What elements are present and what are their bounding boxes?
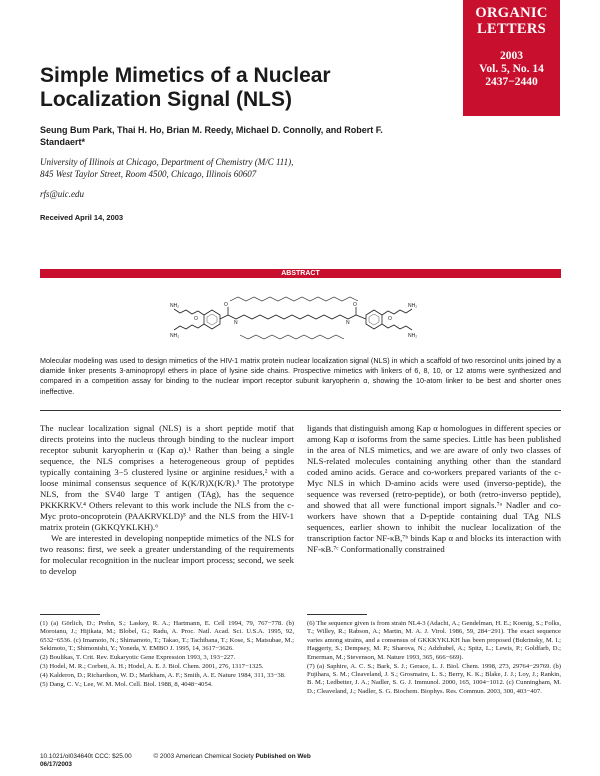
article-title bbox=[40, 64, 460, 112]
footnotes-right bbox=[307, 620, 561, 697]
abstract-structure-graphic bbox=[170, 287, 430, 349]
svg-text:NH₂: NH₂ bbox=[170, 333, 180, 339]
journal-name-line2: LETTERS bbox=[477, 21, 546, 37]
footnote: (5) Dang, C. V.; Lee, W. M. Mol. Cell. Biol. 1988, 8, 4048−4054. bbox=[40, 680, 213, 688]
journal-volume: Vol. 5, No. 14 bbox=[479, 63, 544, 75]
footnote: (2) Boulikas, T. Crit. Rev. Eukaryotic Gene Expression 1993, 3, 193−227. bbox=[40, 654, 236, 662]
affiliation-line1: University of Illinois at Chicago, Department of Chemistry (M/C 111), bbox=[40, 157, 294, 167]
body-paragraph: ligands that distinguish among Kap α homologues in different species or among Kap α isoforms from the same species. Little has been published in the area of NLS mimetics, and we are aware of only two classes of NLS-related molecules containing anything other than the standard coded amino acids. Gerace and co-workers prepared variants of the c-Myc NLS in which D-amino acids were used (inverso-peptide), the sequence was reversed (retro-peptide), or both (retro-inverso peptide), and showed that all were functional import signals.⁷ᵃ Nadler and co-workers have shown that a D-peptide containing dual TAg NLS sequences, earlier shown to inhibit the nuclear localization of the transcription factor NF-κB,⁷ᵇ binds Kap α and blocks its interaction with NF-κB.⁷ᶜ Conformationally constrained bbox=[307, 423, 561, 554]
journal-pages: 2437−2440 bbox=[485, 76, 538, 88]
abstract-divider bbox=[40, 410, 561, 411]
body-column-right bbox=[307, 423, 561, 555]
footnote-divider-left bbox=[40, 614, 100, 615]
body-paragraph: We are interested in developing nonpeptide mimetics of the NLS for two reasons: first, we seek a greater understanding of the requirements for molecular recognition in the nuclear import process; second, we seek to develop bbox=[40, 533, 294, 576]
journal-name bbox=[463, 5, 560, 37]
svg-text:NH₂: NH₂ bbox=[170, 303, 180, 309]
svg-text:O: O bbox=[194, 316, 198, 322]
footnotes-left bbox=[40, 620, 294, 690]
abstract-heading: ABSTRACT bbox=[40, 269, 561, 278]
footnote-divider-right bbox=[307, 614, 367, 615]
footnote: (6) The sequence given is from strain NL4-3 (Adachi, A.; Gendelman, H. E.; Koenig, S.; Folks, T.; Willey, R.; Rabson, A.; Martin, M. A. J. Virol. 1986, 59, 284−291). The exact sequence varies among strains, and a consensus of GKKKYKLKH has been proposed (Bukrinsky, M. I.; Haggerty, S.; Dempsey, M. P.; Sharova, N.; Adzhubel, A.; Spitz, L.; Lewis, P.; Goldfarb, D.; Emerman, M.; Stevenson, M. Nature 1993, 365, 666−669). bbox=[307, 620, 561, 661]
body-column-left bbox=[40, 423, 294, 577]
svg-text:NH₂: NH₂ bbox=[408, 303, 418, 309]
title-line2: Localization Signal (NLS) bbox=[40, 88, 293, 111]
footnote: (3) Hodel, M. R.; Corbett, A. H.; Hodel, A. E. J. Biol. Chem. 2001, 276, 1317−1325. bbox=[40, 663, 264, 671]
author-email[interactable]: rfs@uic.edu bbox=[40, 189, 85, 199]
body-paragraph: The nuclear localization signal (NLS) is a short peptide motif that directs proteins into the nucleus through binding to the nuclear import receptor subunit karyopherin α (Kap α).¹ Rather than being a single sequence, the NLS comprises a heterogeneous group of peptides typically containing 3−5 clustered lysine or arginine residues,² with a loose minimal consensus sequence of K(K/R)X(K/R).³ The prototype NLS, from the SV40 large T antigen (TAg), has the sequence PKKKRKV.⁴ Others relevant to this work include the NLS from the c-Myc proto-oncoprotein (PAAKRVKLD)⁵ and the NLS from the HIV-1 matrix protein (GKKQYKLKH).⁶ bbox=[40, 423, 294, 532]
title-line1: Simple Mimetics of a Nuclear bbox=[40, 64, 331, 87]
received-date: Received April 14, 2003 bbox=[40, 213, 124, 222]
page-footer bbox=[40, 753, 340, 769]
journal-name-line1: ORGANIC bbox=[475, 5, 548, 21]
published-date: Published on Web 06/17/2003 bbox=[40, 753, 311, 768]
svg-text:O: O bbox=[224, 302, 228, 308]
footnote: (4) Kalderon, D.; Richardson, W. D.; Markham, A. F.; Smith, A. E. Nature 1984, 311, 33−38. bbox=[40, 671, 286, 679]
svg-text:O: O bbox=[388, 316, 392, 322]
copyright-line: © 2003 American Chemical Society bbox=[153, 753, 254, 760]
footnote: (1) (a) Görlich, D.; Prehn, S.; Laskey, R. A.; Hartmann, E. Cell 1994, 79, 767−778. (b) Moroianu, J.; Hijikata, M.; Blobel, G.; Radu, A. Proc. Natl. Acad. Sci. U.S.A. 1995, 92, 6532−6536. (c) Imamoto, N.; Shimamoto, T.; Takao, T.; Tachibana, T.; Kose, S.; Matsubae, M.; Sekimoto, T.; Shimonishi, Y.; Yoneda, Y. EMBO J. 1995, 14, 3617−3626. bbox=[40, 620, 294, 653]
affiliation-line2: 845 West Taylor Street, Room 4500, Chicago, Illinois 60607 bbox=[40, 169, 257, 179]
footnote: (7) (a) Saphire, A. C. S.; Bark, S. J.; Gerace, L. J. Biol. Chem. 1998, 273, 29764−29769. (b) Fujihara, S. M.; Cleaveland, J. S.; Grosmaire, L. S.; Berry, K. K.; Blake, J. J.; Loy, J.; Rankin, B. M.; Ledbetter, J. A.; Nadler, S. G. J. Immunol. 2000, 165, 1004−1012. (c) Cunningham, M. D.; Cleaveland, J.; Nadler, S. G. Biochem. Biophys. Res. Commun. 2003, 300, 403−407. bbox=[307, 662, 561, 695]
abstract-text: Molecular modeling was used to design mimetics of the HIV-1 matrix protein nuclear localization signal (NLS) in which a scaffold of two resorcinol units joined by a diamide linker presents 3-aminopropyl ethers in place of lysine side chains. Prospective mimetics with linkers of 6, 8, 10, or 12 atoms were synthesized and compared in a competition assay for binding to the nuclear import receptor subunit karyopherin α, showing the 10-atom linker to be best and shorter ones ineffective. bbox=[40, 356, 561, 396]
affiliation bbox=[40, 156, 410, 180]
journal-badge bbox=[463, 0, 560, 116]
author-list: Seung Bum Park, Thai H. Ho, Brian M. Reedy, Michael D. Connolly, and Robert F. Standaert* bbox=[40, 125, 383, 147]
journal-year: 2003 bbox=[500, 50, 523, 62]
svg-text:N: N bbox=[346, 320, 350, 326]
doi-line: 10.1021/ol034640t CCC: $25.00 bbox=[40, 753, 132, 760]
svg-text:N: N bbox=[234, 320, 238, 326]
svg-text:NH₂: NH₂ bbox=[408, 333, 418, 339]
svg-text:O: O bbox=[353, 302, 357, 308]
